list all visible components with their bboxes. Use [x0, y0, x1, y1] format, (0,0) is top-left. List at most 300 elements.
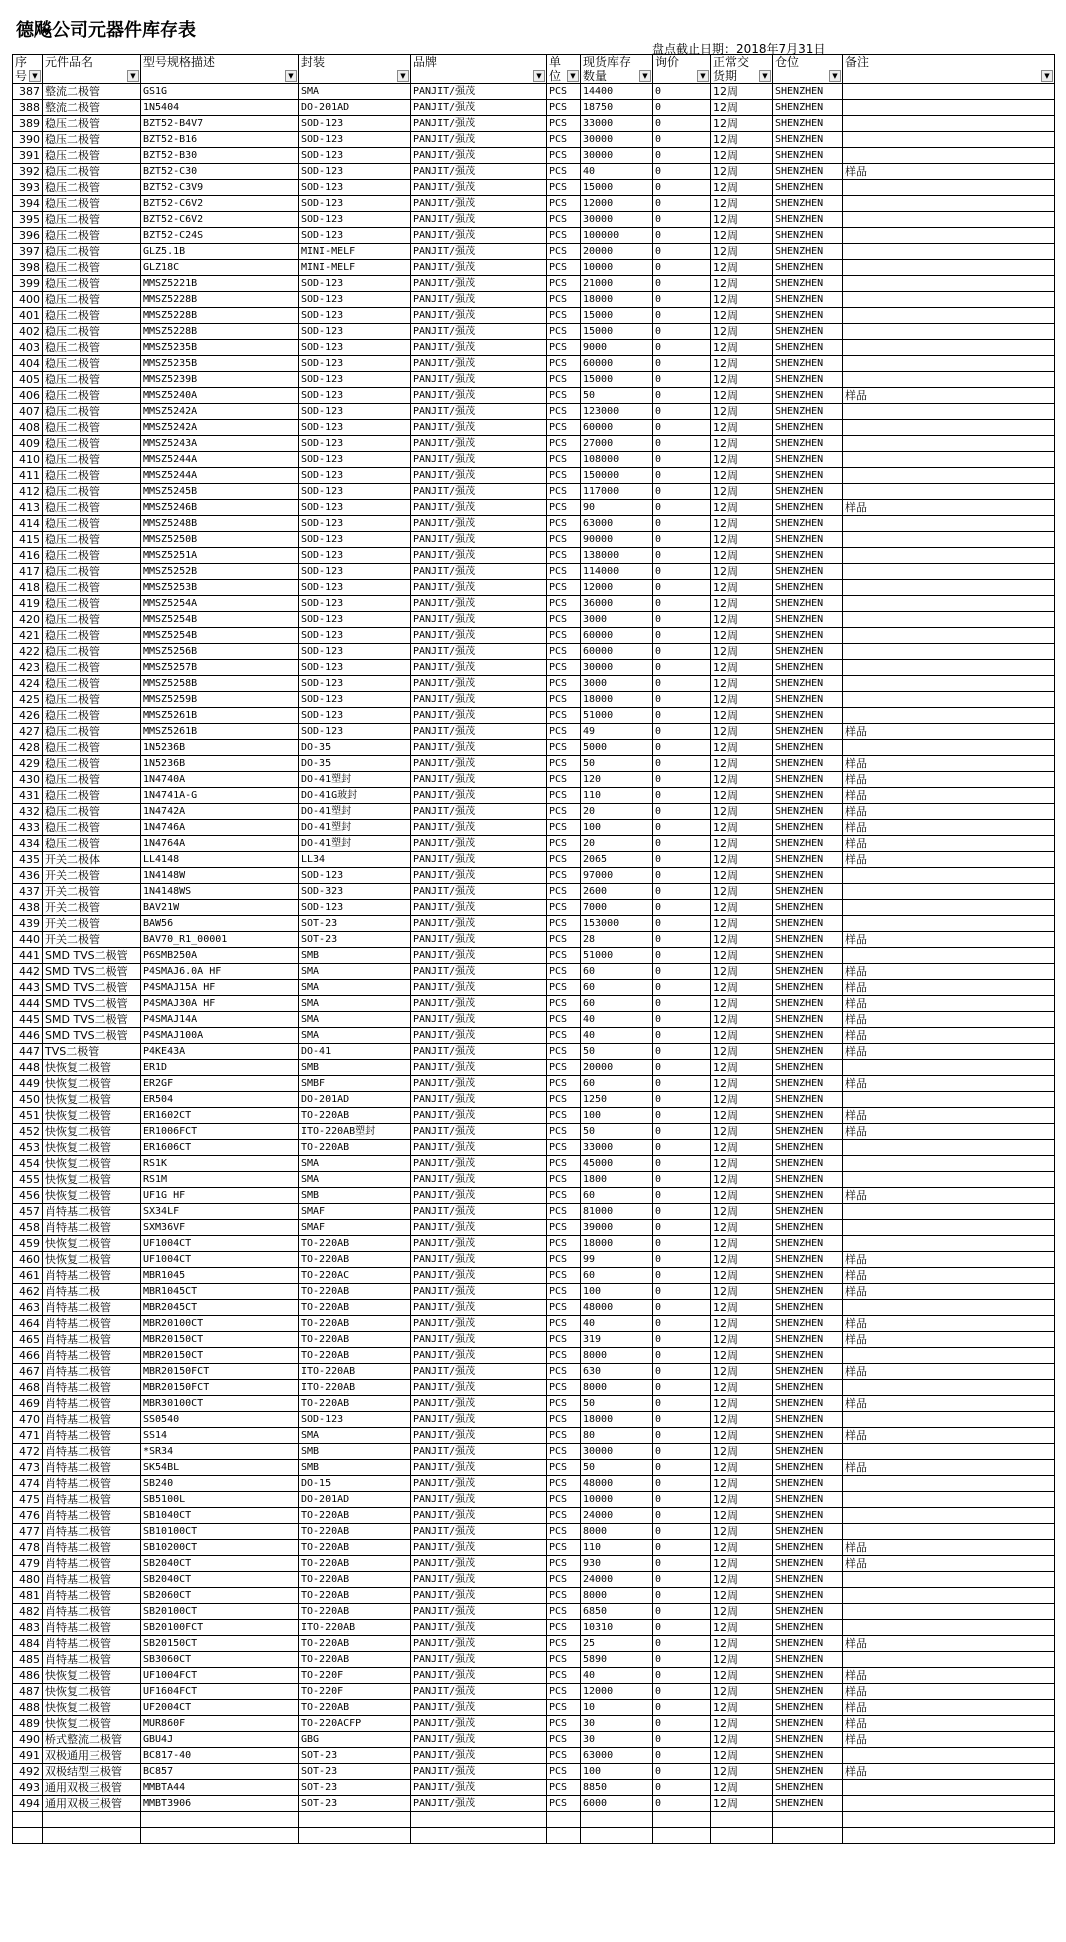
- table-cell[interactable]: 5890: [581, 1652, 653, 1668]
- table-cell[interactable]: PANJIT/强茂: [411, 740, 547, 756]
- table-cell[interactable]: 0: [653, 1620, 711, 1636]
- table-cell[interactable]: 12周: [711, 1764, 773, 1780]
- table-cell[interactable]: P4SMAJ100A: [141, 1028, 299, 1044]
- table-cell[interactable]: 439: [13, 916, 43, 932]
- table-cell[interactable]: 0: [653, 1780, 711, 1796]
- table-cell[interactable]: 12周: [711, 708, 773, 724]
- table-cell[interactable]: 0: [653, 1556, 711, 1572]
- table-cell[interactable]: 肖特基二极管: [43, 1396, 141, 1412]
- table-cell[interactable]: 0: [653, 1684, 711, 1700]
- table-cell[interactable]: 8000: [581, 1524, 653, 1540]
- table-cell[interactable]: PANJIT/强茂: [411, 692, 547, 708]
- table-cell[interactable]: 快恢复二极管: [43, 1188, 141, 1204]
- table-cell[interactable]: 12周: [711, 84, 773, 100]
- table-cell[interactable]: SMA: [299, 996, 411, 1012]
- table-cell[interactable]: 489: [13, 1716, 43, 1732]
- table-cell[interactable]: SOD-123: [299, 676, 411, 692]
- table-cell[interactable]: 12周: [711, 1220, 773, 1236]
- table-cell[interactable]: 样品: [843, 1764, 1055, 1780]
- table-cell[interactable]: 0: [653, 836, 711, 852]
- table-cell[interactable]: PANJIT/强茂: [411, 516, 547, 532]
- table-cell[interactable]: PANJIT/强茂: [411, 1220, 547, 1236]
- table-cell[interactable]: 肖特基二极管: [43, 1588, 141, 1604]
- table-cell[interactable]: 样品: [843, 1732, 1055, 1748]
- table-cell[interactable]: PCS: [547, 1108, 581, 1124]
- table-cell[interactable]: UF1004CT: [141, 1252, 299, 1268]
- table-cell[interactable]: MMSZ5250B: [141, 532, 299, 548]
- table-cell[interactable]: PANJIT/强茂: [411, 1620, 547, 1636]
- table-cell[interactable]: 40: [581, 1012, 653, 1028]
- table-cell[interactable]: 402: [13, 324, 43, 340]
- table-cell[interactable]: 12周: [711, 356, 773, 372]
- table-cell[interactable]: 448: [13, 1060, 43, 1076]
- table-cell[interactable]: PANJIT/强茂: [411, 868, 547, 884]
- table-cell[interactable]: 12周: [711, 180, 773, 196]
- table-cell[interactable]: 429: [13, 756, 43, 772]
- table-cell[interactable]: 样品: [843, 1124, 1055, 1140]
- table-cell[interactable]: 样品: [843, 836, 1055, 852]
- table-cell[interactable]: 12周: [711, 932, 773, 948]
- table-cell[interactable]: 0: [653, 388, 711, 404]
- table-cell[interactable]: PCS: [547, 900, 581, 916]
- table-cell[interactable]: 样品: [843, 1636, 1055, 1652]
- table-cell[interactable]: 444: [13, 996, 43, 1012]
- table-cell[interactable]: 稳压二极管: [43, 676, 141, 692]
- table-cell[interactable]: [843, 916, 1055, 932]
- table-cell[interactable]: SHENZHEN: [773, 772, 843, 788]
- table-cell[interactable]: 480: [13, 1572, 43, 1588]
- table-cell[interactable]: PCS: [547, 772, 581, 788]
- table-cell[interactable]: 通用双极三极管: [43, 1796, 141, 1812]
- table-cell[interactable]: SB240: [141, 1476, 299, 1492]
- table-cell[interactable]: BAW56: [141, 916, 299, 932]
- table-cell[interactable]: 样品: [843, 1460, 1055, 1476]
- table-cell[interactable]: 15000: [581, 308, 653, 324]
- table-cell[interactable]: [843, 532, 1055, 548]
- table-cell[interactable]: 479: [13, 1556, 43, 1572]
- table-cell[interactable]: ER1602CT: [141, 1108, 299, 1124]
- table-cell[interactable]: SHENZHEN: [773, 516, 843, 532]
- table-cell[interactable]: TO-220AB: [299, 1316, 411, 1332]
- table-cell[interactable]: SHENZHEN: [773, 500, 843, 516]
- table-cell[interactable]: 20000: [581, 1060, 653, 1076]
- table-cell[interactable]: SHENZHEN: [773, 548, 843, 564]
- table-cell[interactable]: 0: [653, 980, 711, 996]
- table-cell[interactable]: SHENZHEN: [773, 1764, 843, 1780]
- table-cell[interactable]: SHENZHEN: [773, 228, 843, 244]
- table-cell[interactable]: PANJIT/强茂: [411, 1716, 547, 1732]
- table-cell[interactable]: 1N5236B: [141, 740, 299, 756]
- table-cell[interactable]: ITO-220AB塑封: [299, 1124, 411, 1140]
- table-cell[interactable]: 12周: [711, 484, 773, 500]
- table-cell[interactable]: 稳压二极管: [43, 116, 141, 132]
- table-cell[interactable]: 稳压二极管: [43, 292, 141, 308]
- table-cell[interactable]: SHENZHEN: [773, 836, 843, 852]
- table-cell[interactable]: 8850: [581, 1780, 653, 1796]
- table-cell[interactable]: [653, 1828, 711, 1844]
- filter-dropdown-icon[interactable]: ▼: [533, 70, 545, 82]
- table-cell[interactable]: 469: [13, 1396, 43, 1412]
- table-cell[interactable]: 7000: [581, 900, 653, 916]
- table-cell[interactable]: 8000: [581, 1380, 653, 1396]
- table-cell[interactable]: SB2060CT: [141, 1588, 299, 1604]
- table-cell[interactable]: PCS: [547, 1268, 581, 1284]
- table-cell[interactable]: 21000: [581, 276, 653, 292]
- table-cell[interactable]: PCS: [547, 1524, 581, 1540]
- table-cell[interactable]: DO-201AD: [299, 1492, 411, 1508]
- table-cell[interactable]: 12周: [711, 884, 773, 900]
- table-cell[interactable]: ITO-220AB: [299, 1620, 411, 1636]
- table-cell[interactable]: SHENZHEN: [773, 1412, 843, 1428]
- table-cell[interactable]: SHENZHEN: [773, 884, 843, 900]
- filter-dropdown-icon[interactable]: ▼: [829, 70, 841, 82]
- table-cell[interactable]: 12周: [711, 276, 773, 292]
- table-cell[interactable]: MMSZ5256B: [141, 644, 299, 660]
- table-cell[interactable]: TO-220AB: [299, 1252, 411, 1268]
- table-cell[interactable]: 434: [13, 836, 43, 852]
- table-cell[interactable]: SHENZHEN: [773, 1332, 843, 1348]
- table-cell[interactable]: 12周: [711, 132, 773, 148]
- table-cell[interactable]: 476: [13, 1508, 43, 1524]
- table-cell[interactable]: 稳压二极管: [43, 180, 141, 196]
- table-cell[interactable]: [843, 740, 1055, 756]
- table-cell[interactable]: PCS: [547, 996, 581, 1012]
- table-cell[interactable]: 8000: [581, 1588, 653, 1604]
- table-cell[interactable]: 12周: [711, 964, 773, 980]
- table-cell[interactable]: 930: [581, 1556, 653, 1572]
- table-cell[interactable]: SHENZHEN: [773, 1780, 843, 1796]
- table-cell[interactable]: [843, 548, 1055, 564]
- table-cell[interactable]: TO-220AC: [299, 1268, 411, 1284]
- table-cell[interactable]: 51000: [581, 948, 653, 964]
- table-cell[interactable]: [843, 1492, 1055, 1508]
- table-cell[interactable]: PANJIT/强茂: [411, 1156, 547, 1172]
- table-cell[interactable]: 0: [653, 148, 711, 164]
- table-cell[interactable]: 12周: [711, 1188, 773, 1204]
- table-cell[interactable]: PANJIT/强茂: [411, 84, 547, 100]
- table-cell[interactable]: PANJIT/强茂: [411, 1300, 547, 1316]
- table-cell[interactable]: 样品: [843, 1556, 1055, 1572]
- table-cell[interactable]: [843, 1412, 1055, 1428]
- table-cell[interactable]: 开关二极管: [43, 900, 141, 916]
- table-cell[interactable]: PCS: [547, 260, 581, 276]
- table-cell[interactable]: 0: [653, 1732, 711, 1748]
- table-cell[interactable]: PCS: [547, 244, 581, 260]
- table-cell[interactable]: 0: [653, 1700, 711, 1716]
- table-cell[interactable]: 395: [13, 212, 43, 228]
- table-cell[interactable]: SHENZHEN: [773, 292, 843, 308]
- table-cell[interactable]: SHENZHEN: [773, 628, 843, 644]
- table-cell[interactable]: PCS: [547, 1044, 581, 1060]
- table-cell[interactable]: [581, 1828, 653, 1844]
- table-cell[interactable]: PCS: [547, 788, 581, 804]
- table-cell[interactable]: 12周: [711, 1780, 773, 1796]
- table-cell[interactable]: 110: [581, 788, 653, 804]
- table-cell[interactable]: 肖特基二极管: [43, 1428, 141, 1444]
- table-cell[interactable]: 60: [581, 996, 653, 1012]
- table-cell[interactable]: MMSZ5248B: [141, 516, 299, 532]
- table-cell[interactable]: [843, 276, 1055, 292]
- table-cell[interactable]: 肖特基二极管: [43, 1508, 141, 1524]
- table-cell[interactable]: MINI-MELF: [299, 244, 411, 260]
- table-cell[interactable]: SHENZHEN: [773, 356, 843, 372]
- table-cell[interactable]: 12周: [711, 1428, 773, 1444]
- table-cell[interactable]: PCS: [547, 1428, 581, 1444]
- table-cell[interactable]: SOD-123: [299, 612, 411, 628]
- table-cell[interactable]: SMB: [299, 1444, 411, 1460]
- table-cell[interactable]: PCS: [547, 228, 581, 244]
- table-cell[interactable]: PCS: [547, 420, 581, 436]
- table-cell[interactable]: 0: [653, 260, 711, 276]
- table-cell[interactable]: P4SMAJ30A HF: [141, 996, 299, 1012]
- table-cell[interactable]: PCS: [547, 756, 581, 772]
- table-cell[interactable]: 稳压二极管: [43, 804, 141, 820]
- table-cell[interactable]: PANJIT/强茂: [411, 820, 547, 836]
- table-cell[interactable]: 50: [581, 756, 653, 772]
- table-cell[interactable]: [843, 212, 1055, 228]
- table-cell[interactable]: SHENZHEN: [773, 1060, 843, 1076]
- table-cell[interactable]: SK54BL: [141, 1460, 299, 1476]
- table-cell[interactable]: SOD-123: [299, 308, 411, 324]
- table-cell[interactable]: 0: [653, 724, 711, 740]
- table-cell[interactable]: PCS: [547, 1588, 581, 1604]
- table-cell[interactable]: [843, 1348, 1055, 1364]
- table-cell[interactable]: SMD TVS二极管: [43, 1012, 141, 1028]
- table-cell[interactable]: 稳压二极管: [43, 260, 141, 276]
- table-cell[interactable]: 12周: [711, 1588, 773, 1604]
- table-cell[interactable]: SHENZHEN: [773, 1492, 843, 1508]
- table-cell[interactable]: 0: [653, 660, 711, 676]
- table-cell[interactable]: TO-220AB: [299, 1636, 411, 1652]
- table-cell[interactable]: 0: [653, 1444, 711, 1460]
- table-cell[interactable]: PCS: [547, 1780, 581, 1796]
- table-cell[interactable]: 60: [581, 1188, 653, 1204]
- table-cell[interactable]: PANJIT/强茂: [411, 1092, 547, 1108]
- table-cell[interactable]: GLZ5.1B: [141, 244, 299, 260]
- table-cell[interactable]: [843, 1236, 1055, 1252]
- table-cell[interactable]: 稳压二极管: [43, 148, 141, 164]
- table-cell[interactable]: 样品: [843, 932, 1055, 948]
- table-cell[interactable]: SHENZHEN: [773, 212, 843, 228]
- table-cell[interactable]: 6850: [581, 1604, 653, 1620]
- table-cell[interactable]: TO-220AB: [299, 1556, 411, 1572]
- table-cell[interactable]: 稳压二极管: [43, 580, 141, 596]
- table-cell[interactable]: MBR20150FCT: [141, 1380, 299, 1396]
- table-cell[interactable]: 0: [653, 772, 711, 788]
- table-cell[interactable]: 稳压二极管: [43, 820, 141, 836]
- table-cell[interactable]: 样品: [843, 820, 1055, 836]
- table-cell[interactable]: 0: [653, 692, 711, 708]
- table-cell[interactable]: TO-220AB: [299, 1652, 411, 1668]
- table-cell[interactable]: SOD-123: [299, 372, 411, 388]
- table-cell[interactable]: SOT-23: [299, 1796, 411, 1812]
- table-cell[interactable]: 0: [653, 1588, 711, 1604]
- table-cell[interactable]: [843, 1652, 1055, 1668]
- table-cell[interactable]: DO-41塑封: [299, 836, 411, 852]
- table-cell[interactable]: 肖特基二极管: [43, 1620, 141, 1636]
- table-cell[interactable]: RS1M: [141, 1172, 299, 1188]
- table-cell[interactable]: [843, 1092, 1055, 1108]
- table-cell[interactable]: BZT52-B4V7: [141, 116, 299, 132]
- table-cell[interactable]: [843, 1204, 1055, 1220]
- table-cell[interactable]: PANJIT/强茂: [411, 324, 547, 340]
- table-cell[interactable]: PCS: [547, 1748, 581, 1764]
- table-cell[interactable]: DO-35: [299, 740, 411, 756]
- table-cell[interactable]: 12周: [711, 532, 773, 548]
- table-cell[interactable]: SB10200CT: [141, 1540, 299, 1556]
- table-cell[interactable]: PANJIT/强茂: [411, 980, 547, 996]
- table-cell[interactable]: MUR860F: [141, 1716, 299, 1732]
- table-cell[interactable]: 487: [13, 1684, 43, 1700]
- table-cell[interactable]: SHENZHEN: [773, 676, 843, 692]
- table-cell[interactable]: 0: [653, 1540, 711, 1556]
- table-cell[interactable]: SHENZHEN: [773, 1396, 843, 1412]
- table-cell[interactable]: SHENZHEN: [773, 804, 843, 820]
- table-cell[interactable]: PANJIT/强茂: [411, 1236, 547, 1252]
- table-cell[interactable]: 0: [653, 1492, 711, 1508]
- table-cell[interactable]: 12周: [711, 1700, 773, 1716]
- table-cell[interactable]: 417: [13, 564, 43, 580]
- table-cell[interactable]: 0: [653, 852, 711, 868]
- table-cell[interactable]: SMA: [299, 1028, 411, 1044]
- table-cell[interactable]: 432: [13, 804, 43, 820]
- table-cell[interactable]: TO-220AB: [299, 1300, 411, 1316]
- table-cell[interactable]: MMSZ5253B: [141, 580, 299, 596]
- table-cell[interactable]: 20: [581, 836, 653, 852]
- table-cell[interactable]: 样品: [843, 1668, 1055, 1684]
- table-cell[interactable]: SMAF: [299, 1204, 411, 1220]
- table-cell[interactable]: 1N5236B: [141, 756, 299, 772]
- table-cell[interactable]: TO-220AB: [299, 1700, 411, 1716]
- table-cell[interactable]: *SR34: [141, 1444, 299, 1460]
- table-cell[interactable]: 12周: [711, 1348, 773, 1364]
- table-cell[interactable]: 0: [653, 1508, 711, 1524]
- table-cell[interactable]: 488: [13, 1700, 43, 1716]
- table-cell[interactable]: 33000: [581, 116, 653, 132]
- table-cell[interactable]: PCS: [547, 212, 581, 228]
- table-cell[interactable]: 1250: [581, 1092, 653, 1108]
- table-cell[interactable]: 稳压二极管: [43, 244, 141, 260]
- table-cell[interactable]: SMD TVS二极管: [43, 964, 141, 980]
- table-cell[interactable]: PANJIT/强茂: [411, 100, 547, 116]
- table-cell[interactable]: SHENZHEN: [773, 372, 843, 388]
- table-cell[interactable]: UF1604FCT: [141, 1684, 299, 1700]
- table-cell[interactable]: SMA: [299, 1156, 411, 1172]
- table-cell[interactable]: [711, 1828, 773, 1844]
- table-cell[interactable]: SHENZHEN: [773, 276, 843, 292]
- table-cell[interactable]: [43, 1828, 141, 1844]
- table-cell[interactable]: PCS: [547, 1412, 581, 1428]
- table-cell[interactable]: 12周: [711, 1236, 773, 1252]
- table-cell[interactable]: TO-220F: [299, 1684, 411, 1700]
- table-cell[interactable]: GS1G: [141, 84, 299, 100]
- table-cell[interactable]: PANJIT/强茂: [411, 1332, 547, 1348]
- table-cell[interactable]: PCS: [547, 1236, 581, 1252]
- table-cell[interactable]: 稳压二极管: [43, 708, 141, 724]
- table-cell[interactable]: PANJIT/强茂: [411, 1796, 547, 1812]
- table-cell[interactable]: 445: [13, 1012, 43, 1028]
- table-cell[interactable]: UF1004FCT: [141, 1668, 299, 1684]
- table-cell[interactable]: 490: [13, 1732, 43, 1748]
- table-cell[interactable]: MBR20150CT: [141, 1348, 299, 1364]
- table-cell[interactable]: 60: [581, 1076, 653, 1092]
- table-cell[interactable]: 481: [13, 1588, 43, 1604]
- table-cell[interactable]: 0: [653, 1636, 711, 1652]
- table-cell[interactable]: [411, 1828, 547, 1844]
- table-cell[interactable]: 12周: [711, 1796, 773, 1812]
- table-cell[interactable]: 稳压二极管: [43, 612, 141, 628]
- table-cell[interactable]: 12周: [711, 596, 773, 612]
- table-cell[interactable]: [843, 436, 1055, 452]
- table-cell[interactable]: SMAF: [299, 1220, 411, 1236]
- table-cell[interactable]: 100: [581, 1764, 653, 1780]
- table-cell[interactable]: 467: [13, 1364, 43, 1380]
- table-cell[interactable]: [13, 1828, 43, 1844]
- table-cell[interactable]: 60000: [581, 356, 653, 372]
- table-cell[interactable]: 肖特基二极管: [43, 1604, 141, 1620]
- table-cell[interactable]: 447: [13, 1044, 43, 1060]
- table-cell[interactable]: 样品: [843, 788, 1055, 804]
- table-cell[interactable]: 405: [13, 372, 43, 388]
- table-cell[interactable]: PANJIT/强茂: [411, 276, 547, 292]
- table-cell[interactable]: 470: [13, 1412, 43, 1428]
- table-cell[interactable]: SHENZHEN: [773, 1508, 843, 1524]
- table-cell[interactable]: PCS: [547, 1444, 581, 1460]
- table-cell[interactable]: 稳压二极管: [43, 308, 141, 324]
- table-cell[interactable]: 0: [653, 1188, 711, 1204]
- table-cell[interactable]: 3000: [581, 612, 653, 628]
- table-cell[interactable]: 97000: [581, 868, 653, 884]
- table-cell[interactable]: 稳压二极管: [43, 452, 141, 468]
- table-cell[interactable]: MMBT3906: [141, 1796, 299, 1812]
- table-cell[interactable]: 稳压二极管: [43, 388, 141, 404]
- table-cell[interactable]: 12000: [581, 580, 653, 596]
- table-cell[interactable]: TVS二极管: [43, 1044, 141, 1060]
- table-cell[interactable]: PANJIT/强茂: [411, 788, 547, 804]
- table-cell[interactable]: 12周: [711, 500, 773, 516]
- table-cell[interactable]: SOD-123: [299, 388, 411, 404]
- table-cell[interactable]: 12周: [711, 804, 773, 820]
- table-cell[interactable]: PCS: [547, 884, 581, 900]
- table-cell[interactable]: [843, 676, 1055, 692]
- table-cell[interactable]: SHENZHEN: [773, 1220, 843, 1236]
- table-cell[interactable]: TO-220AB: [299, 1572, 411, 1588]
- table-cell[interactable]: PCS: [547, 1316, 581, 1332]
- table-cell[interactable]: TO-220AB: [299, 1588, 411, 1604]
- table-cell[interactable]: MMSZ5254B: [141, 612, 299, 628]
- table-cell[interactable]: 稳压二极管: [43, 740, 141, 756]
- table-cell[interactable]: SHENZHEN: [773, 596, 843, 612]
- table-cell[interactable]: 1800: [581, 1172, 653, 1188]
- table-cell[interactable]: 12周: [711, 404, 773, 420]
- table-cell[interactable]: PANJIT/强茂: [411, 580, 547, 596]
- table-cell[interactable]: SOD-323: [299, 884, 411, 900]
- table-cell[interactable]: PCS: [547, 708, 581, 724]
- table-cell[interactable]: SOD-123: [299, 532, 411, 548]
- table-cell[interactable]: [843, 308, 1055, 324]
- table-cell[interactable]: 20: [581, 804, 653, 820]
- table-cell[interactable]: SMB: [299, 1460, 411, 1476]
- table-cell[interactable]: [843, 1060, 1055, 1076]
- table-cell[interactable]: SOD-123: [299, 340, 411, 356]
- table-cell[interactable]: 12周: [711, 740, 773, 756]
- table-cell[interactable]: 0: [653, 948, 711, 964]
- table-cell[interactable]: 12周: [711, 1076, 773, 1092]
- table-cell[interactable]: 0: [653, 1172, 711, 1188]
- table-cell[interactable]: PANJIT/强茂: [411, 1460, 547, 1476]
- table-cell[interactable]: 1N5404: [141, 100, 299, 116]
- table-cell[interactable]: PANJIT/强茂: [411, 228, 547, 244]
